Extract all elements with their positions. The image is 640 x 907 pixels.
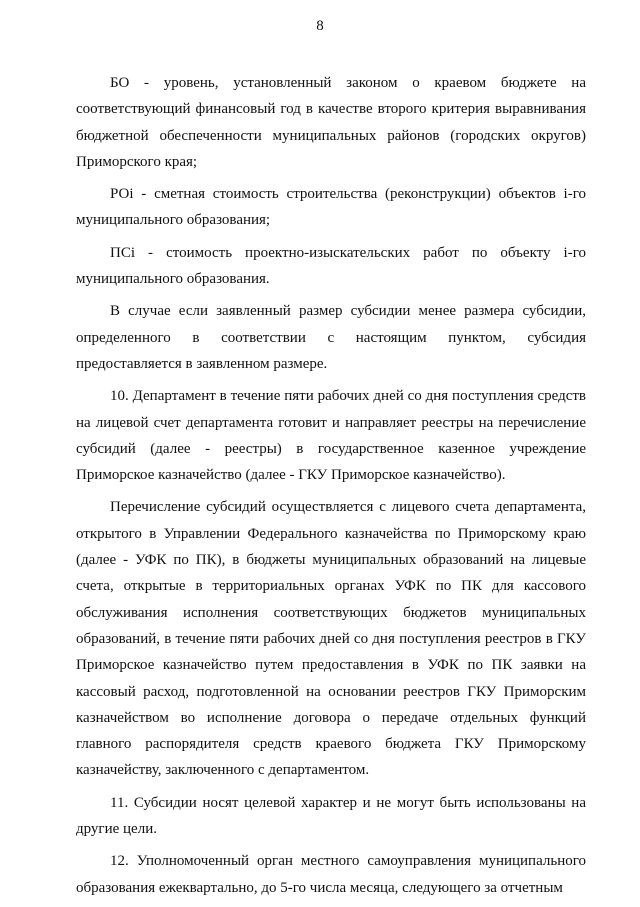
page-number: 8 xyxy=(316,18,324,34)
document-body xyxy=(76,70,586,907)
paragraph-item-11: 11. Субсидии носят целевой характер и не могут быть использованы на другие цели. xyxy=(76,794,586,838)
paragraph-item-10: 10. Департамент в течение пяти рабочих дней со дня поступления средств на лицевой счет департамента готовит и направляет реестры на перечисление субсидий (далее - реестры) в государственное казенное учреждение Приморское казначейство (далее - ГКУ Приморское казначейство). xyxy=(76,388,586,484)
paragraph-item-12: 12. Уполномоченный орган местного самоуправления муниципального образования ежеквартально, до 5-го числа месяца, следующего за отчетным xyxy=(76,853,586,896)
paragraph-roi-definition: РОi - сметная стоимость строительства (реконструкции) объектов i-го муниципального образования; xyxy=(76,186,586,229)
paragraph-psi-definition: ПСi - стоимость проектно-изыскательских работ по объекту i-го муниципального образования. xyxy=(76,244,586,288)
paragraph-bo-definition: БО - уровень, установленный законом о краевом бюджете на соответствующий финансовый год в качестве второго критерия выравнивания бюджетной обеспеченности муниципальных районов (городских округов) Приморского края; xyxy=(76,75,586,170)
paragraph-subsidy-size: В случае если заявленный размер субсидии менее размера субсидии, определенного в соответствии с настоящим пунктом, субсидия предоставляется в заявленном размере. xyxy=(76,303,586,372)
paragraph-transfer-procedure: Перечисление субсидий осуществляется с лицевого счета департамента, открытого в Управлении Федерального казначейства по Приморскому краю (далее - УФК по ПК), в бюджеты муниципальных образований на лицевые счета, открытые в территориальных органах УФК по ПК для кассового обслуживания исполнения соответствующих бюджетов муниципальных образований, в течение пяти рабочих дней со дня поступления реестров в ГКУ Приморское казначейство путем предоставления в УФК по ПК заявки на кассовый расход, подготовленной на основании реестров ГКУ Приморским казначейством во исполнение договора о передаче отдельных функций главного распорядителя средств краевого бюджета ГКУ Приморскому казначейству, заключенного с департаментом. xyxy=(76,499,586,779)
